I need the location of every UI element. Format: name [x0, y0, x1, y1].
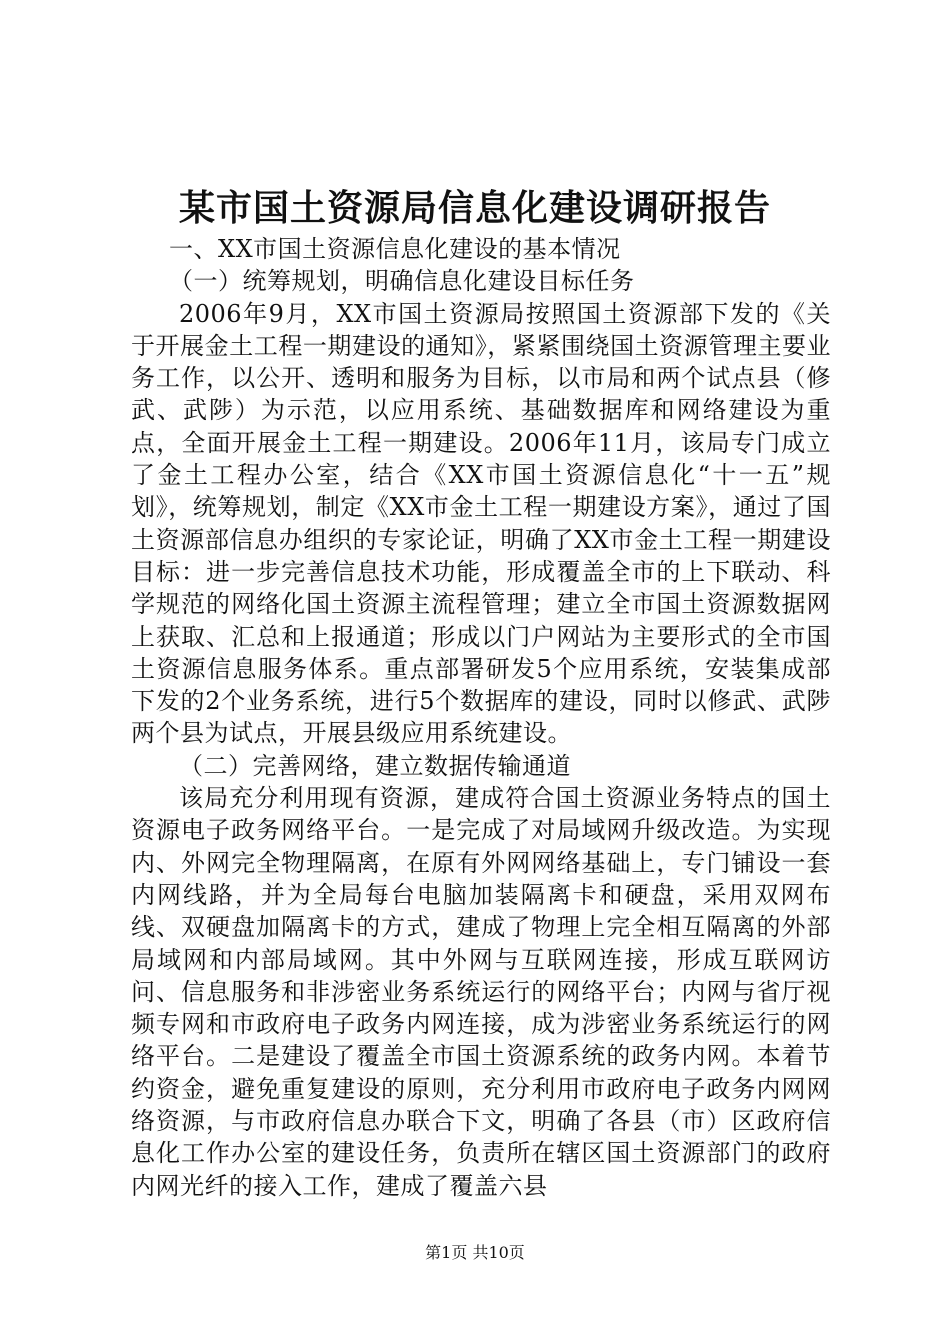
- paragraph-2: 该局充分利用现有资源，建成符合国土资源业务特点的国土资源电子政务网络平台。一是完成了对局域网升级改造。为实现内、外网完全物理隔离，在原有外网网络基础上，专门铺设一套内网线路，并为全局每台电脑加装隔离卡和硬盘，采用双网布线、双硬盘加隔离卡的方式，建成了物理上完全相互隔离的外部局域网和内部局域网。其中外网与互联网连接，形成互联网访问、信息服务和非涉密业务系统运行的网络平台；内网与省厅视频专网和市政府电子政务内网连接，成为涉密业务系统运行的网络平台。二是建设了覆盖全市国土资源系统的政务内网。本着节约资金，避免重复建设的原则，充分利用市政府电子政务内网网络资源，与市政府信息办联合下文，明确了各县（市）区政府信息化工作办公室的建设任务，负责所在辖区国土资源部门的政府内网光纤的接入工作，建成了覆盖六县: [131, 784, 831, 1200]
- page-footer: 第1页 共10页: [425, 1243, 525, 1262]
- document-title: 某市国土资源局信息化建设调研报告: [178, 187, 771, 229]
- subsection-heading-1: （一）统筹规划，明确信息化建设目标任务: [169, 267, 635, 296]
- paragraph-1: 2006年9月，XX市国土资源局按照国土资源部下发的《关于开展金土工程一期建设的通知》，紧紧围绕国土资源管理主要业务工作，以公开、透明和服务为目标，以市局和两个试点县（修武、武陟）为示范，以应用系统、基础数据库和网络建设为重点，全面开展金土工程一期建设。2006年11月，该局专门成立了金土工程办公室，结合《XX市国土资源信息化“十一五”规划》，统筹规划，制定《XX市金土工程一期建设方案》，通过了国土资源部信息办组织的专家论证，明确了XX市金土工程一期建设目标：进一步完善信息技术功能，形成覆盖全市的上下联动、科学规范的网络化国土资源主流程管理；建立全市国土资源数据网上获取、汇总和上报通道；形成以门户网站为主要形式的全市国土资源信息服务体系。重点部署研发5个应用系统，安装集成部下发的2个业务系统，进行5个数据库的建设，同时以修武、武陟两个县为试点，开展县级应用系统建设。: [131, 299, 831, 748]
- subsection-heading-2: （二）完善网络，建立数据传输通道: [179, 751, 571, 780]
- document-body: [131, 233, 831, 1202]
- section-heading: 一、XX市国土资源信息化建设的基本情况: [169, 235, 621, 263]
